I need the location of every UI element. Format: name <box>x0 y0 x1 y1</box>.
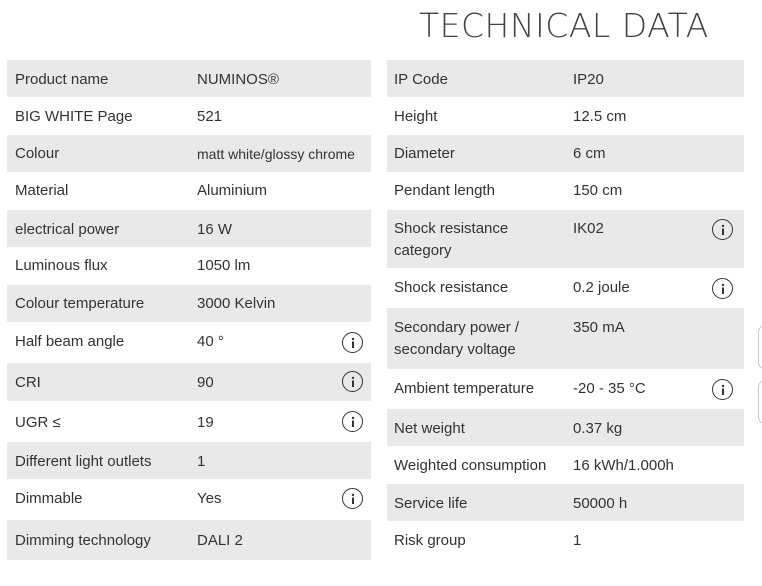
spec-value: 40 ° <box>197 333 224 350</box>
spec-label: Shock resistance <box>394 279 509 296</box>
spec-row-colour <box>7 135 371 172</box>
spec-label: Shock resistance category <box>394 220 509 259</box>
info-circle-icon <box>347 416 359 428</box>
spec-value: 1 <box>197 453 206 470</box>
spec-label: Net weight <box>394 420 465 437</box>
spec-row-pendant-length <box>387 172 744 210</box>
spec-value: 6 cm <box>573 145 606 162</box>
spec-label: Secondary power / secondary voltage <box>394 319 520 358</box>
spec-label: CRI <box>15 374 41 391</box>
spec-label: Service life <box>394 495 468 512</box>
spec-value: NUMINOS® <box>197 71 279 88</box>
spec-value: DALI 2 <box>197 532 243 549</box>
info-button[interactable] <box>712 219 733 240</box>
page-title: TECHNICAL DATA <box>419 6 709 45</box>
info-circle-icon <box>347 337 359 349</box>
spec-label: BIG WHITE Page <box>15 108 133 125</box>
info-button[interactable] <box>712 278 733 299</box>
spec-row-cri <box>7 363 371 401</box>
spec-label: Half beam angle <box>15 333 125 350</box>
spec-label: Height <box>394 108 438 125</box>
spec-row-electrical-power <box>7 210 371 247</box>
spec-label: Dimming technology <box>15 532 151 549</box>
spec-label: Weighted consumption <box>394 457 547 474</box>
spec-row-dimmable <box>7 479 371 520</box>
info-circle-icon <box>347 376 359 388</box>
spec-table-left <box>7 60 371 560</box>
spec-row-net-weight <box>387 409 744 446</box>
spec-label: Dimmable <box>15 490 83 507</box>
side-tab[interactable] <box>758 325 762 369</box>
spec-row-ambient-temperature <box>387 369 744 409</box>
spec-label: Product name <box>15 71 109 88</box>
spec-value: 1050 lm <box>197 257 251 274</box>
spec-row-secondary-power <box>387 308 744 369</box>
spec-row-product-name <box>7 60 371 97</box>
spec-row-material <box>7 172 371 210</box>
spec-value: IK02 <box>573 220 604 237</box>
spec-value: Yes <box>197 490 222 507</box>
spec-row-weighted-consumption <box>387 446 744 484</box>
spec-label: Luminous flux <box>15 257 108 274</box>
spec-value: matt white/glossy chrome <box>197 146 355 162</box>
spec-label: electrical power <box>15 221 120 238</box>
spec-value: -20 - 35 °C <box>573 380 646 397</box>
spec-value: 90 <box>197 374 214 391</box>
info-circle-icon <box>717 224 729 236</box>
spec-value: 350 mA <box>573 319 625 336</box>
spec-row-half-beam-angle <box>7 322 371 363</box>
spec-label: Pendant length <box>394 182 495 199</box>
spec-row-ugr <box>7 401 371 442</box>
info-circle-icon <box>717 283 729 295</box>
spec-value: 150 cm <box>573 182 623 199</box>
spec-row-service-life <box>387 484 744 521</box>
side-tab[interactable] <box>758 380 762 424</box>
spec-value: 50000 h <box>573 495 628 512</box>
spec-label: Material <box>15 182 69 199</box>
spec-label: Colour temperature <box>15 295 145 312</box>
spec-label: Risk group <box>394 532 466 549</box>
spec-table-right <box>387 60 744 559</box>
spec-row-diameter <box>387 135 744 172</box>
spec-row-colour-temperature <box>7 285 371 322</box>
info-button[interactable] <box>342 371 363 392</box>
spec-label: Colour <box>15 145 60 162</box>
spec-value: 1 <box>573 532 582 549</box>
spec-row-shock-resistance <box>387 268 744 308</box>
spec-value: 521 <box>197 108 223 125</box>
info-button[interactable] <box>712 379 733 400</box>
spec-label: UGR ≤ <box>15 414 61 431</box>
info-button[interactable] <box>342 411 363 432</box>
spec-label: IP Code <box>394 71 448 88</box>
spec-row-ip-code <box>387 60 744 97</box>
spec-label: Diameter <box>394 145 455 162</box>
info-circle-icon <box>347 493 359 505</box>
spec-row-risk-group <box>387 521 744 559</box>
info-button[interactable] <box>342 488 363 509</box>
spec-row-big-white-page <box>7 97 371 135</box>
spec-value: 12.5 cm <box>573 108 627 125</box>
spec-row-height <box>387 97 744 135</box>
spec-label: Ambient temperature <box>394 380 535 397</box>
spec-row-luminous-flux <box>7 247 371 285</box>
spec-value: Aluminium <box>197 182 268 199</box>
info-button[interactable] <box>342 332 363 353</box>
spec-value: IP20 <box>573 71 604 88</box>
spec-row-different-light-outlets <box>7 442 371 479</box>
spec-label: Different light outlets <box>15 453 152 470</box>
spec-row-dimming-technology <box>7 520 371 560</box>
spec-value: 16 kWh/1.000h <box>573 457 674 474</box>
info-circle-icon <box>717 384 729 396</box>
spec-value: 16 W <box>197 221 233 238</box>
spec-row-shock-resistance-category <box>387 210 744 268</box>
spec-value: 3000 Kelvin <box>197 295 276 312</box>
spec-value: 0.2 joule <box>573 279 630 296</box>
spec-value: 19 <box>197 414 214 431</box>
spec-value: 0.37 kg <box>573 420 623 437</box>
